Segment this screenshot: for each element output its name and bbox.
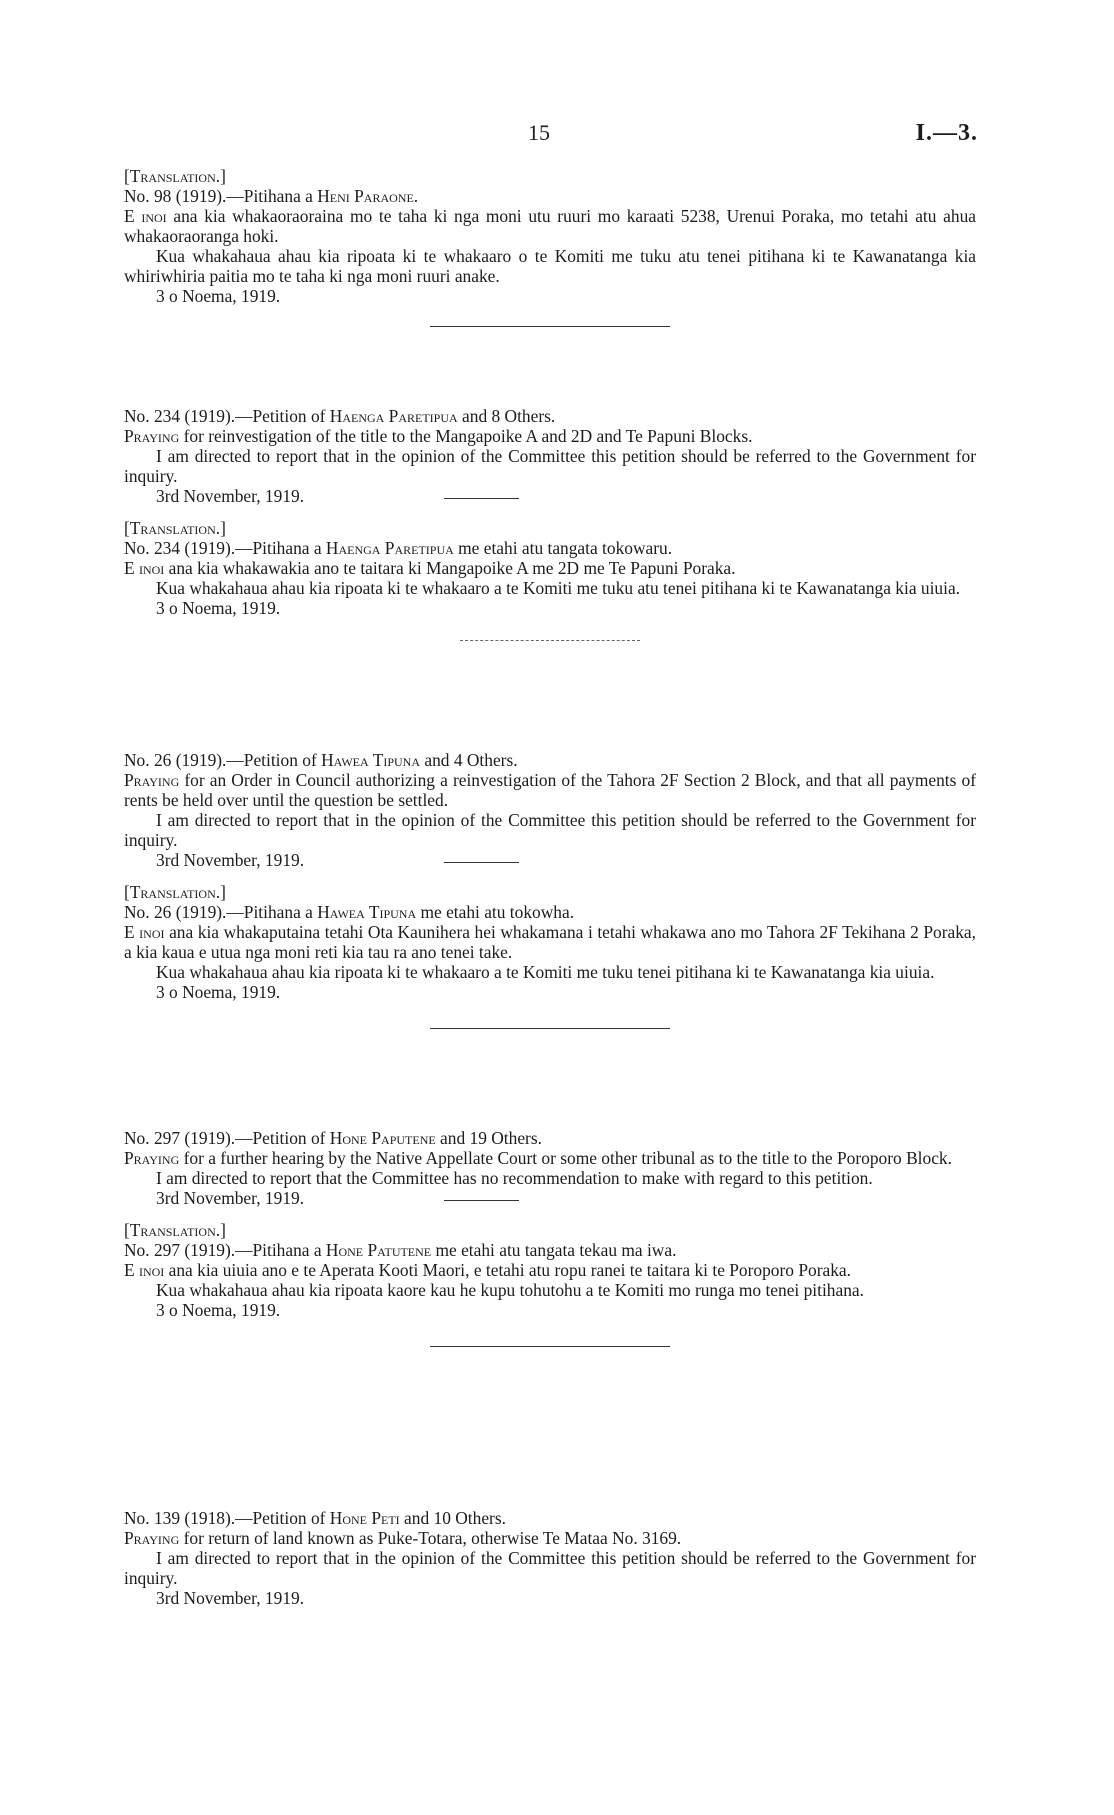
section-heading: No. 139 (1918).—Petition of Hone Peti and 10 Others. xyxy=(124,1508,506,1528)
paragraph: E inoi ana kia whakawakia ano te taitara ki Mangapoike A me 2D me Te Papuni Poraka. xyxy=(124,558,736,578)
paragraph: I am directed to report that in the opinion of the Committee this petition should be referred to the Government for inquiry. xyxy=(124,446,976,486)
translation-label: [Translation.] xyxy=(124,518,226,538)
section-divider xyxy=(430,326,670,327)
translation-label: [Translation.] xyxy=(124,166,226,186)
short-rule xyxy=(444,1200,519,1201)
section-divider xyxy=(460,640,640,641)
section-297 xyxy=(124,1128,976,1347)
section-98-translation xyxy=(124,166,976,327)
section-divider xyxy=(430,1028,670,1029)
section-heading: No. 234 (1919).—Petition of Haenga Paretipua and 8 Others. xyxy=(124,406,556,426)
date-line: 3rd November, 1919. xyxy=(124,850,976,870)
section-heading: No. 26 (1919).—Pitihana a Hawea Tipuna me etahi atu tokowha. xyxy=(124,902,575,922)
translation-label: [Translation.] xyxy=(124,1220,226,1240)
section-heading: No. 98 (1919).—Pitihana a Heni Paraone. xyxy=(124,186,419,206)
date-line: 3rd November, 1919. xyxy=(156,1588,305,1608)
paragraph: Kua whakahaua ahau kia ripoata ki te whakaaro a te Komiti me tuku tenei pitihana ki te Kawanatanga kia uiuia. xyxy=(156,962,935,982)
date-line: 3 o Noema, 1919. xyxy=(156,982,281,1002)
section-heading: No. 26 (1919).—Petition of Hawea Tipuna and 4 Others. xyxy=(124,750,518,770)
section-heading: No. 297 (1919).—Pitihana a Hone Patutene me etahi atu tangata tekau ma iwa. xyxy=(124,1240,677,1260)
paragraph: E inoi ana kia whakaputaina tetahi Ota Kaunihera hei whakamana i tetahi whakawa ano mo Tahora 2F Tekihana 2 Poraka, a kia kaua e utua nga moni reti kia tau ra ano tenei take. xyxy=(124,922,976,962)
translation-label: [Translation.] xyxy=(124,882,226,902)
section-divider xyxy=(430,1346,670,1347)
paragraph: E inoi ana kia uiuia ano e te Aperata Kooti Maori, e tetahi atu ropu ranei te taitara ki te Poroporo Poraka. xyxy=(124,1260,851,1280)
paragraph: I am directed to report that in the opinion of the Committee this petition should be referred to the Government for inquiry. xyxy=(124,1548,976,1588)
section-234 xyxy=(124,406,976,641)
short-rule xyxy=(444,862,519,863)
section-heading: No. 234 (1919).—Pitihana a Haenga Paretipua me etahi atu tangata tokowaru. xyxy=(124,538,673,558)
date-line: 3 o Noema, 1919. xyxy=(156,286,281,306)
section-26 xyxy=(124,750,976,1029)
paragraph: Kua whakahaua ahau kia ripoata ki te whakaaro a te Komiti me tuku atu tenei pitihana ki te Kawanatanga kia uiuia. xyxy=(156,578,961,598)
paragraph: Praying for an Order in Council authorizing a reinvestigation of the Tahora 2F Section 2 Block, and that all payments of rents be held over until the question be settled. xyxy=(124,770,976,810)
section-139 xyxy=(124,1508,976,1608)
section-heading: No. 297 (1919).—Petition of Hone Paputene and 19 Others. xyxy=(124,1128,542,1148)
paragraph: Kua whakahaua ahau kia ripoata ki te whakaaro o te Komiti me tuku atu tenei pitihana ki te Kawanatanga kia whiriwhiria paitia mo te taha ki nga moni ruuri anake. xyxy=(124,246,976,286)
paragraph: E inoi ana kia whakaoraoraina mo te taha ki nga moni utu ruuri mo karaati 5238, Urenui Poraka, mo tetahi atu ahua whakaoraoranga hoki. xyxy=(124,206,977,246)
paragraph: I am directed to report that in the opinion of the Committee this petition should be referred to the Government for inquiry. xyxy=(124,810,976,850)
date-line: 3 o Noema, 1919. xyxy=(156,598,281,618)
paragraph: I am directed to report that the Committee has no recommendation to make with regard to this petition. xyxy=(156,1168,873,1188)
paragraph: Praying for a further hearing by the Native Appellate Court or some other tribunal as to the title to the Poroporo Block. xyxy=(124,1148,952,1168)
paragraph: Praying for reinvestigation of the title to the Mangapoike A and 2D and Te Papuni Blocks. xyxy=(124,426,753,446)
paragraph: Praying for return of land known as Puke-Totara, otherwise Te Mataa No. 3169. xyxy=(124,1528,682,1548)
date-line: 3rd November, 1919. xyxy=(124,486,976,506)
short-rule xyxy=(444,498,519,499)
date-line: 3 o Noema, 1919. xyxy=(156,1300,281,1320)
page-number: 15 xyxy=(528,120,550,145)
date-line: 3rd November, 1919. xyxy=(124,1188,976,1208)
document-reference: I.—3. xyxy=(915,120,978,146)
paragraph: Kua whakahaua ahau kia ripoata kaore kau he kupu tohutohu a te Komiti mo runga mo tenei pitihana. xyxy=(156,1280,864,1300)
